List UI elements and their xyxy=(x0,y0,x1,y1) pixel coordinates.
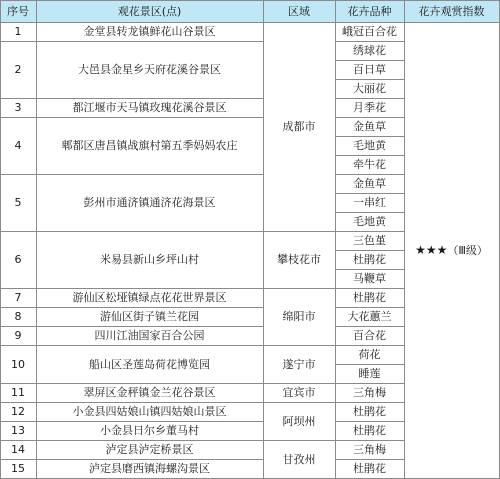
flower-cell: 马鞭草 xyxy=(353,272,386,285)
region-cell: 宜宾市 xyxy=(282,386,316,399)
flower-cell: 三角梅 xyxy=(353,443,386,456)
scenic-spot: 米易县新山乡坪山村 xyxy=(100,253,199,266)
region-cell: 攀枝花市 xyxy=(277,253,321,266)
column-border xyxy=(0,0,1,479)
row-number: 7 xyxy=(14,291,22,304)
row-number: 2 xyxy=(14,63,22,76)
header-index: 花卉观赏指数 xyxy=(418,4,485,18)
flower-cell: 杜鹃花 xyxy=(353,462,386,475)
column-border xyxy=(404,0,405,479)
flower-cell: 大丽花 xyxy=(353,82,386,95)
flower-cell: 荷花 xyxy=(358,348,381,361)
region-cell: 成都市 xyxy=(282,120,316,133)
header-no: 序号 xyxy=(7,4,29,18)
flower-cell: 睡莲 xyxy=(358,367,381,380)
header-flower: 花卉品种 xyxy=(347,4,392,18)
region-cell: 甘孜州 xyxy=(282,452,316,466)
flower-cell: 绣球花 xyxy=(353,44,386,57)
viewing-index-cell xyxy=(404,22,499,478)
flower-cell: 百合花 xyxy=(353,329,386,342)
scenic-spot: 小金县日尔乡董马村 xyxy=(100,424,199,437)
scenic-spot: 小金县四姑娘山镇四姑娘山景区 xyxy=(72,405,227,418)
flower-cell: 杜鹃花 xyxy=(353,253,386,266)
region-cell: 遂宁市 xyxy=(282,357,316,371)
region-cell: 绵阳市 xyxy=(282,310,316,323)
row-number: 3 xyxy=(14,101,22,114)
flower-cell: 百日草 xyxy=(353,63,386,76)
row-number: 1 xyxy=(14,25,22,38)
row-number: 9 xyxy=(14,329,22,342)
scenic-spot: 彭州市通济镇通济花海景区 xyxy=(83,196,216,209)
flower-cell: 杜鹃花 xyxy=(353,424,386,437)
row-number: 10 xyxy=(11,357,25,371)
flower-cell: 三角梅 xyxy=(353,386,386,399)
index-level: （Ⅲ级） xyxy=(447,243,488,257)
star-rating: ★★★ xyxy=(415,243,448,257)
scenic-spot: 都江堰市天马镇玫瑰花溪谷景区 xyxy=(72,101,227,114)
flower-cell: 峨冠百合花 xyxy=(342,25,397,38)
flower-cell: 杜鹃花 xyxy=(353,291,386,304)
row-number: 13 xyxy=(11,424,25,437)
row-number: 5 xyxy=(14,196,22,209)
scenic-spot: 泸定县泸定桥景区 xyxy=(105,443,194,456)
scenic-spot: 大邑县金星乡天府花溪谷景区 xyxy=(78,63,221,76)
row-number: 6 xyxy=(14,253,22,266)
row-number: 12 xyxy=(11,405,25,418)
scenic-spot: 金堂县转龙镇鲜花山谷景区 xyxy=(83,25,216,38)
flower-cell: 金鱼草 xyxy=(353,120,386,133)
column-border xyxy=(263,0,264,479)
row-number: 4 xyxy=(14,139,22,152)
header-divider xyxy=(0,22,500,23)
flower-cell: 月季花 xyxy=(353,101,386,114)
row-number: 8 xyxy=(14,310,22,323)
scenic-spot: 四川江油国家百合公园 xyxy=(94,329,205,342)
header-region: 区域 xyxy=(288,4,310,18)
row-number: 14 xyxy=(11,443,25,456)
scenic-spot: 游仙区街子镇兰花园 xyxy=(100,310,199,323)
row-number: 15 xyxy=(11,462,25,475)
flower-cell: 牵牛花 xyxy=(353,158,386,171)
flower-cell: 毛地黄 xyxy=(353,139,386,152)
scenic-spot: 游仙区松垭镇绿点花花世界景区 xyxy=(72,291,227,304)
table-top-border xyxy=(0,0,500,1)
flower-cell: 大花蕙兰 xyxy=(347,310,392,323)
flower-cell: 杜鹃花 xyxy=(353,405,386,418)
flower-cell: 一串红 xyxy=(353,196,386,209)
row-number: 11 xyxy=(11,386,25,399)
column-border xyxy=(335,0,336,479)
flower-cell: 毛地黄 xyxy=(353,215,386,228)
scenic-spot: 翠屏区金秤镇金兰花谷景区 xyxy=(83,386,216,399)
flower-cell: 三色堇 xyxy=(353,234,386,247)
column-border xyxy=(36,0,37,479)
flower-cell: 金鱼草 xyxy=(353,177,386,190)
header-spot: 观花景区(点) xyxy=(117,4,182,18)
scenic-spot: 郫都区唐昌镇战旗村第五季妈妈农庄 xyxy=(61,139,238,152)
region-cell: 阿坝州 xyxy=(282,414,316,428)
scenic-spot: 泸定县磨西镇海螺沟景区 xyxy=(89,462,210,475)
scenic-spot: 船山区圣莲岛荷花博览园 xyxy=(89,357,210,371)
